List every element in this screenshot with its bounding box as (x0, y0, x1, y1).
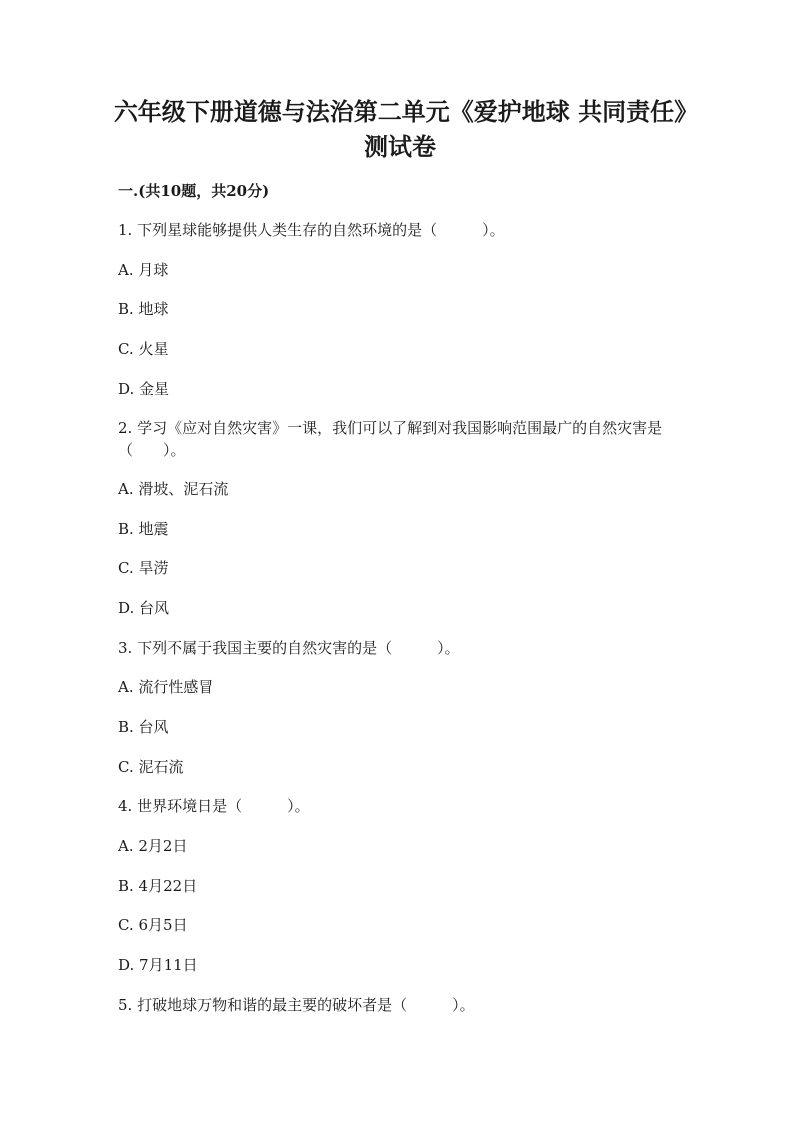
question-1-stem: 1. 下列星球能够提供人类生存的自然环境的是（ ）。 (118, 221, 505, 239)
question-2-option-b[interactable]: B. 地震 (118, 520, 169, 538)
question-1-option-b[interactable]: B. 地球 (118, 300, 169, 318)
question-1-option-d[interactable]: D. 金星 (118, 380, 170, 398)
question-2-option-a[interactable]: A. 滑坡、泥石流 (118, 480, 229, 498)
question-3-option-c[interactable]: C. 泥石流 (118, 758, 184, 776)
question-2-stem: 2. 学习《应对自然灾害》一课，我们可以了解到对我国影响范围最广的自然灾害是（ ）。 (118, 419, 663, 459)
question-3-option-a[interactable]: A. 流行性感冒 (118, 678, 214, 696)
question-2-option-c[interactable]: C. 旱涝 (118, 559, 169, 577)
section-header: 一.(共10题，共20分) (118, 182, 270, 200)
question-4-stem: 4. 世界环境日是（ ）。 (118, 797, 310, 815)
question-1-option-c[interactable]: C. 火星 (118, 340, 169, 358)
page-title: 六年级下册道德与法治第二单元《爱护地球 共同责任》测试卷 (113, 97, 687, 161)
question-1-option-a[interactable]: A. 月球 (118, 261, 169, 279)
question-5-stem: 5. 打破地球万物和谐的最主要的破坏者是（ ）。 (118, 996, 475, 1014)
question-4-option-c[interactable]: C. 6月5日 (118, 916, 188, 934)
question-2-option-d[interactable]: D. 台风 (118, 599, 170, 617)
question-3-option-b[interactable]: B. 台风 (118, 718, 169, 736)
question-4-option-b[interactable]: B. 4月22日 (118, 877, 198, 895)
question-4-option-d[interactable]: D. 7月11日 (118, 956, 198, 974)
question-3-stem: 3. 下列不属于我国主要的自然灾害的是（ ）。 (118, 639, 460, 657)
question-4-option-a[interactable]: A. 2月2日 (118, 837, 188, 855)
